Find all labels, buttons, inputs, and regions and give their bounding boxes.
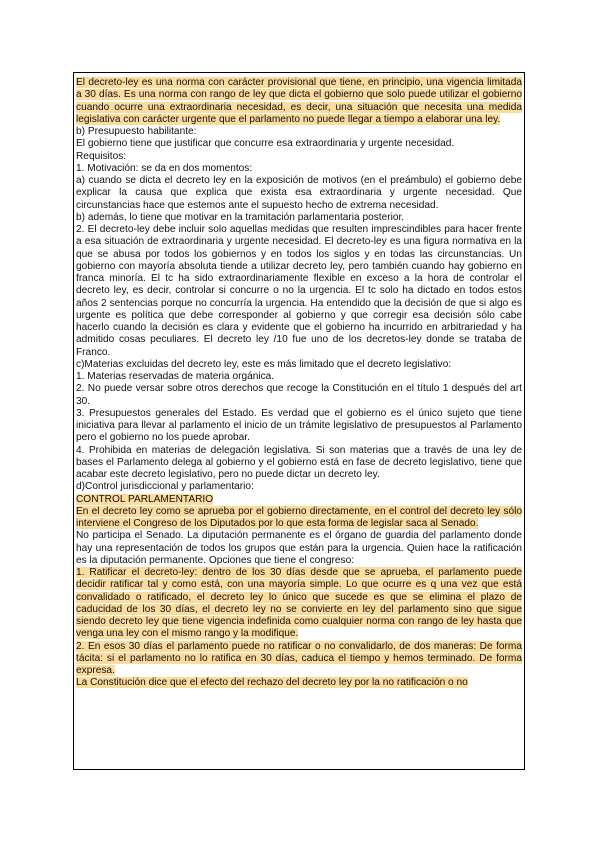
paragraph-motivacion: 1. Motivación: se da en dos momentos: xyxy=(76,162,253,174)
paragraph-control-heading: d)Control jurisdiccional y parlamentario: xyxy=(76,481,254,493)
paragraph-medidas-imprescindibles: 2. El decreto-ley debe incluir solo aquellas medidas que resulten imprescindibles para hacer frente a esa situación de extraordinaria y urgente necesidad. El decreto-ley es una figura normativa en la que se abusa por todos los gobiernos y en todos los siglos y en todas las circunstancias. Un gobierno con mayoría absoluta tiende a utilizar decreto ley, pero también cuando hay gobierno en franca minoría. El tc ha sido extraordinariamente flexible en exceso a la hora de controlar el decreto ley, es decir, controlar si concurre o no la urgencia. El tc solo ha dictado en todos estos años 2 sentencias porque no concurría la urgencia. Ha entendido que la decisión de que si algo es urgente es política que debe corresponder al gobierno y que corregir esa decisión sólo cabe hacerlo cuando la decisión es clara y evidente que el gobierno ha incurrido en arbitrariedad y ha admitido cosas peculiares. El decreto ley /10 fue uno de los decretos-ley donde se trataba de Franco. xyxy=(76,224,522,358)
paragraph-senado-diputacion: No participa el Senado. La diputación permanente es el órgano de guardia del parlamento donde hay una representación de todos los grupos que están para la urgencia. Quien hace la ratificación es la diputación permanente. Opciones que tiene el congreso: xyxy=(76,530,522,566)
paragraph-congreso-control: En el decreto ley como se aprueba por el gobierno directamente, en el control del decreto ley sólo interviene el Congreso de los Diputados por lo que esta forma de legislar saca al Senado. xyxy=(76,505,522,529)
paragraph-no-ratificar: 2. En esos 30 días el parlamento puede no ratificar o no convalidarlo, de dos maneras: De forma tácita: si el parlamento no lo ratifica en 30 días, caduca el tiempo y hemos terminado. De forma expresa. xyxy=(76,640,522,676)
paragraph-decreto-ley-definition: El decreto-ley es una norma con carácter provisional que tiene, en principio, una vigencia limitada a 30 días. Es una norma con rango de ley que dicta el gobierno que solo puede utilizar el gobierno cuando ocurre una extraordinaria necesidad, es decir, una situación que necesita una medida legislativa con carácter urgente que el parlamento no puede llegar a tiempo a elaborar una ley. xyxy=(76,77,522,125)
paragraph-derechos-titulo-1: 2. No puede versar sobre otros derechos que recoge la Constitución en el título 1 después del art 30. xyxy=(76,383,522,407)
paragraph-requisitos: Requisitos: xyxy=(76,150,127,162)
paragraph-ratificar: 1. Ratificar el decreto-ley: dentro de los 30 días desde que se aprueba, el parlamento puede decidir ratificar tal y como está, con una mayoría simple. Lo que ocurre es q una vez que está convalidado o ratificado, el decreto ley lo único que sucede es que se elimina el plazo de caducidad de los 30 días, el decreto ley no se convierte en ley del parlamento sino que sigue siendo decreto ley que tiene vigencia indefinida como cualquier norma con rango de ley hasta que venga una ley con el mismo rango y la modifique. xyxy=(76,567,522,640)
section-heading-control-parlamentario: CONTROL PARLAMENTARIO xyxy=(76,493,214,505)
paragraph-presupuesto-habilitante: b) Presupuesto habilitante: xyxy=(76,126,197,137)
paragraph-motivacion-a: a) cuando se dicta el decreto ley en la exposición de motivos (en el preámbulo) el gobierno debe explicar la causa que explica que exista esa extraordinaria y urgente necesidad. Que circunstancias hace que estemos ante el supuesto hecho de extrema necesidad. xyxy=(76,175,522,211)
paragraph-justificacion: El gobierno tiene que justificar que concurre esa extraordinaria y urgente necesidad. xyxy=(76,138,455,150)
document-body xyxy=(76,77,522,690)
paragraph-materias-excluidas: c)Materias excluidas del decreto ley, este es más limitado que el decreto legislativo: xyxy=(76,358,452,370)
paragraph-materia-organica: 1. Materias reservadas de materia orgánica. xyxy=(76,371,275,382)
paragraph-delegacion-legislativa: 4. Prohibida en materias de delegación legislativa. Si son materias que a través de una ley de bases el Parlamento delega al gobierno y el gobierno está en fase de decreto legislativo, tiene que acabar este decreto legislativo, pero no puede dictar un decreto ley. xyxy=(76,444,522,480)
paragraph-motivacion-b: b) además, lo tiene que motivar en la tramitación parlamentaria posterior. xyxy=(76,211,405,223)
paragraph-efecto-rechazo: La Constitución dice que el efecto del rechazo del decreto ley por la no ratificación o no xyxy=(76,677,468,689)
paragraph-presupuestos: 3. Presupuestos generales del Estado. Es verdad que el gobierno es el único sujeto que tiene iniciativa para llevar al parlamento el inicio de un trámite legislativo de presupuestos al Parlamento pero el gobierno no los puede aprobar. xyxy=(76,407,522,444)
